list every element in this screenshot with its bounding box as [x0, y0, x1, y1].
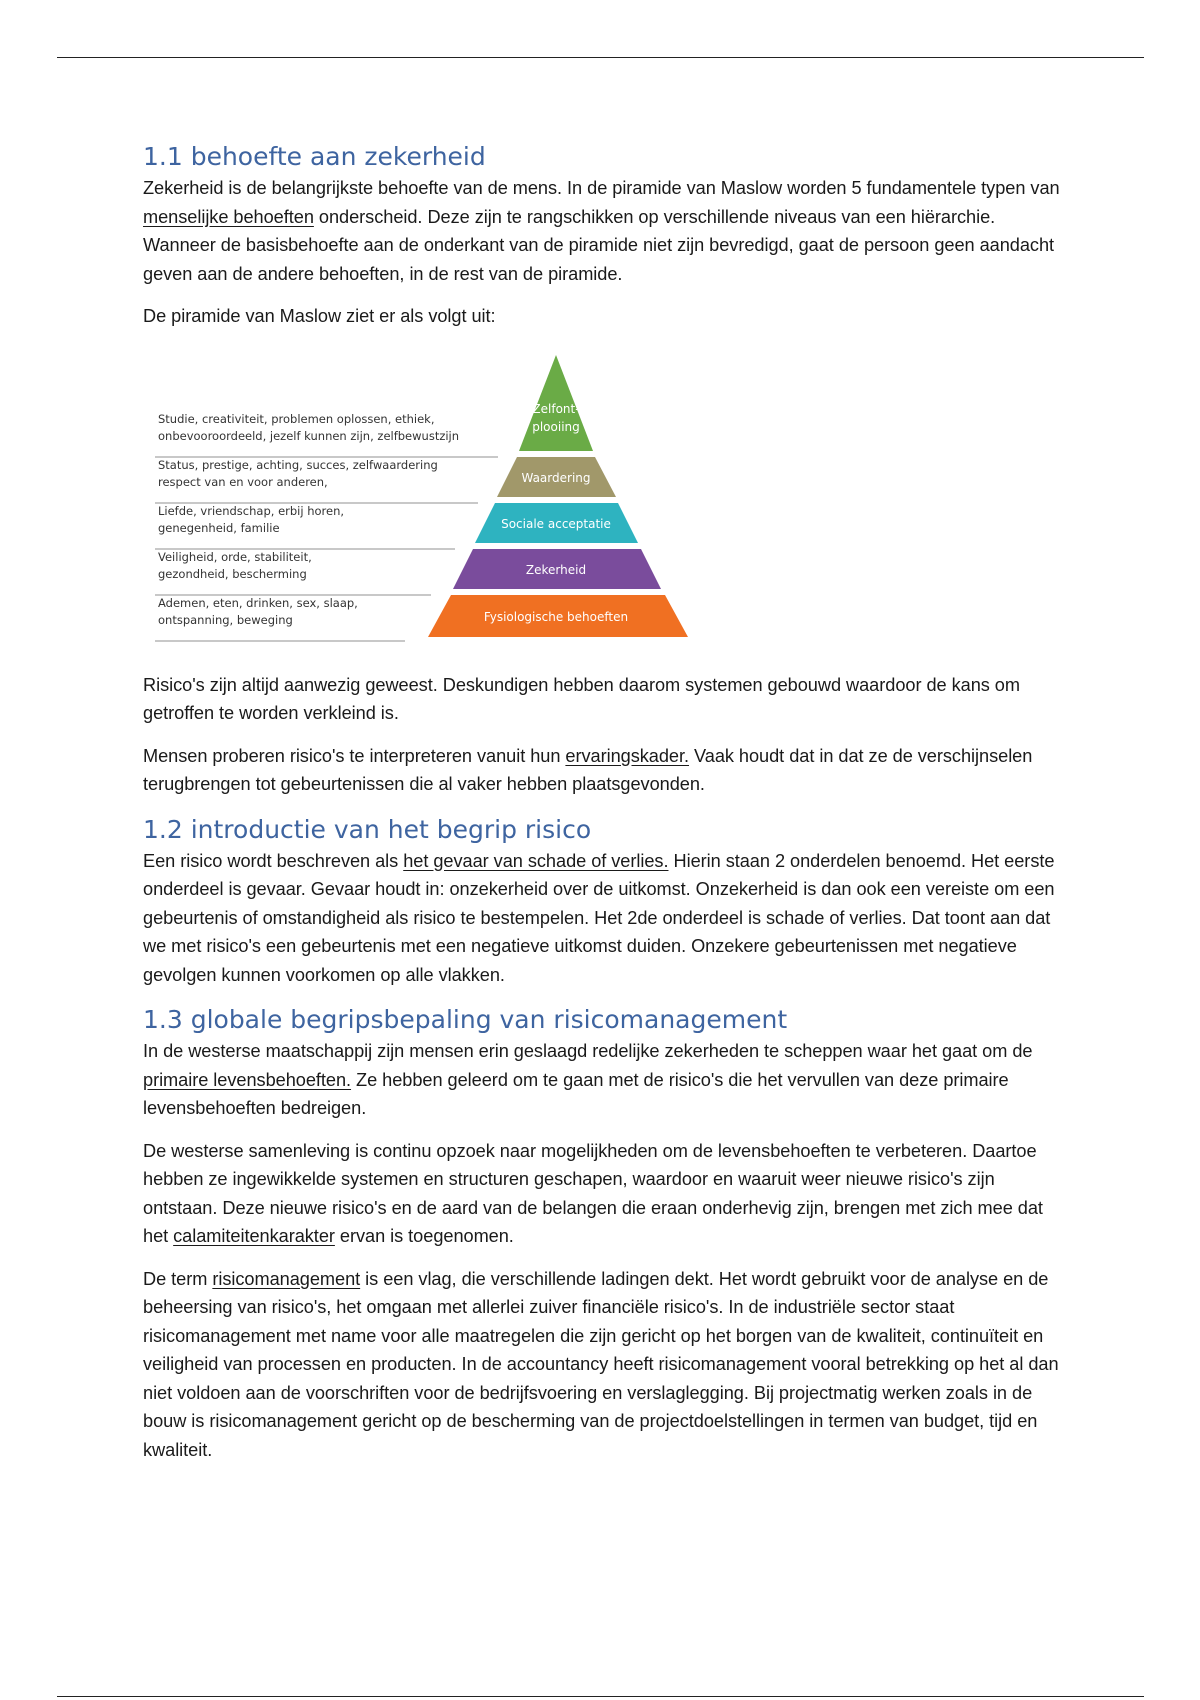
tier-description: Veiligheid, orde, stabiliteit,: [158, 549, 312, 564]
paragraph-interpret-risks: Mensen proberen risico's te interpreteren vanuit hun ervaringskader. Vaak houdt dat in dat ze de verschijnselen terugbrengen tot gebeurtenissen die al vaker hebben plaatsgevonden.: [143, 745, 1033, 794]
link-gevaar-schade-verlies[interactable]: het gevaar van schade of verlies.: [403, 850, 669, 871]
link-primaire-levensbehoeften[interactable]: primaire levensbehoeften.: [143, 1069, 352, 1090]
tier-description: ontspanning, beweging: [158, 612, 293, 627]
section-heading-1-1: 1.1 behoefte aan zekerheid: [143, 142, 486, 171]
link-ervaringskader[interactable]: ervaringskader.: [565, 745, 690, 766]
tier-description: gezondheid, bescherming: [158, 566, 307, 581]
header-rule: [57, 57, 1144, 58]
tier-description: Status, prestige, achting, succes, zelfwaardering: [158, 457, 438, 472]
paragraph-risk-definition: Een risico wordt beschreven als het gevaar van schade of verlies. Hierin staan 2 onderdelen benoemd. Het eerste onderdeel is gevaar. Gevaar houdt in: onzekerheid over de uitkomst. Onzekerheid is dan ook een vereiste om een gebeurtenis of omstandigheid als risico te bestempelen. Het 2de onderdeel is schade of verlies. Dat toont aan dat we met risico's een gebeurtenis met een negatieve uitkomst duiden. Onzekere gebeurtenissen met negatieve gevolgen kunnen voorkomen op alle vlakken.: [143, 850, 1055, 985]
link-menselijke-behoeften[interactable]: menselijke behoeften: [143, 206, 314, 227]
section-heading-1-3: 1.3 globale begripsbepaling van risicomanagement: [143, 1005, 788, 1034]
paragraph-new-risks: De westerse samenleving is continu opzoek naar mogelijkheden om de levensbehoeften te verbeteren. Daartoe hebben ze ingewikkelde systemen en structuren geschapen, waardoor en waaruit weer nieuwe risico's zijn ontstaan. Deze nieuwe risico's en de aard van de belangen die eraan onderhevig zijn, brengen met zich mee dat het calamiteitenkarakter ervan is toegenomen.: [143, 1140, 1043, 1246]
tier-description: genegenheid, familie: [158, 520, 280, 535]
maslow-pyramid: [143, 345, 713, 645]
paragraph-maslow-intro: Zekerheid is de belangrijkste behoefte van de mens. In de piramide van Maslow worden 5 fundamentele typen van menselijke behoeften onderscheid. Deze zijn te rangschikken op verschillende niveaus van een hiërarchie. Wanneer de basisbehoefte aan de onderkant van de piramide niet zijn bevredigd, gaat de persoon geen aandacht geven aan de andere behoeften, in de rest van de piramide.: [143, 178, 1060, 284]
maslow-pyramid-figure: [143, 345, 713, 645]
footer-rule: [57, 1696, 1144, 1697]
paragraph-western-society: In de westerse maatschappij zijn mensen erin geslaagd redelijke zekerheden te scheppen waar het gaat om de primaire levensbehoeften. Ze hebben geleerd om te gaan met de risico's die het vervullen van deze primaire levensbehoeften bedreigen.: [143, 1041, 1033, 1118]
tier-label: Zelfont-: [532, 401, 580, 416]
tier-label: Waardering: [521, 470, 591, 485]
link-risicomanagement[interactable]: risicomanagement: [212, 1268, 361, 1289]
tier-label: Fysiologische behoeften: [483, 609, 629, 624]
paragraph-pyramid-lead: De piramide van Maslow ziet er als volgt uit:: [143, 306, 496, 326]
tier-description: Liefde, vriendschap, erbij horen,: [158, 503, 345, 518]
tier-description: Studie, creativiteit, problemen oplossen, ethiek,: [158, 411, 435, 426]
tier-label: plooiing: [532, 419, 580, 434]
paragraph-risks-always: Risico's zijn altijd aanwezig geweest. Deskundigen hebben daarom systemen gebouwd waardoor de kans om getroffen te worden verkleind is.: [143, 674, 1020, 723]
tier-label: Zekerheid: [525, 562, 587, 577]
tier-label: Sociale acceptatie: [501, 516, 611, 531]
section-heading-1-2: 1.2 introductie van het begrip risico: [143, 814, 592, 844]
tier-description: onbevooroordeeld, jezelf kunnen zijn, zelfbewustzijn: [158, 428, 460, 443]
paragraph-risk-management-term: De term risicomanagement is een vlag, die verschillende ladingen dekt. Het wordt gebruikt voor de analyse en de beheersing van risico's, het omgaan met allerlei zuiver financiële risico's. In de industriële sector staat risicomanagement met name voor alle maatregelen die zijn gericht op het borgen van de kwaliteit, continuïteit en veiligheid van processen en producten. In de accountancy heeft risicomanagement vooral betrekking op het al dan niet voldoen aan de voorschriften voor de bedrijfsvoering en verslaglegging. Bij projectmatig werken zoals in de bouw is risicomanagement gericht op de bescherming van de projectdoelstellingen in termen van budget, tijd en kwaliteit.: [143, 1268, 1059, 1460]
tier-description: respect van en voor anderen,: [158, 474, 328, 489]
tier-description: Ademen, eten, drinken, sex, slaap,: [158, 595, 358, 610]
link-calamiteitenkarakter[interactable]: calamiteitenkarakter: [173, 1226, 335, 1246]
document-body: [143, 140, 1063, 1478]
